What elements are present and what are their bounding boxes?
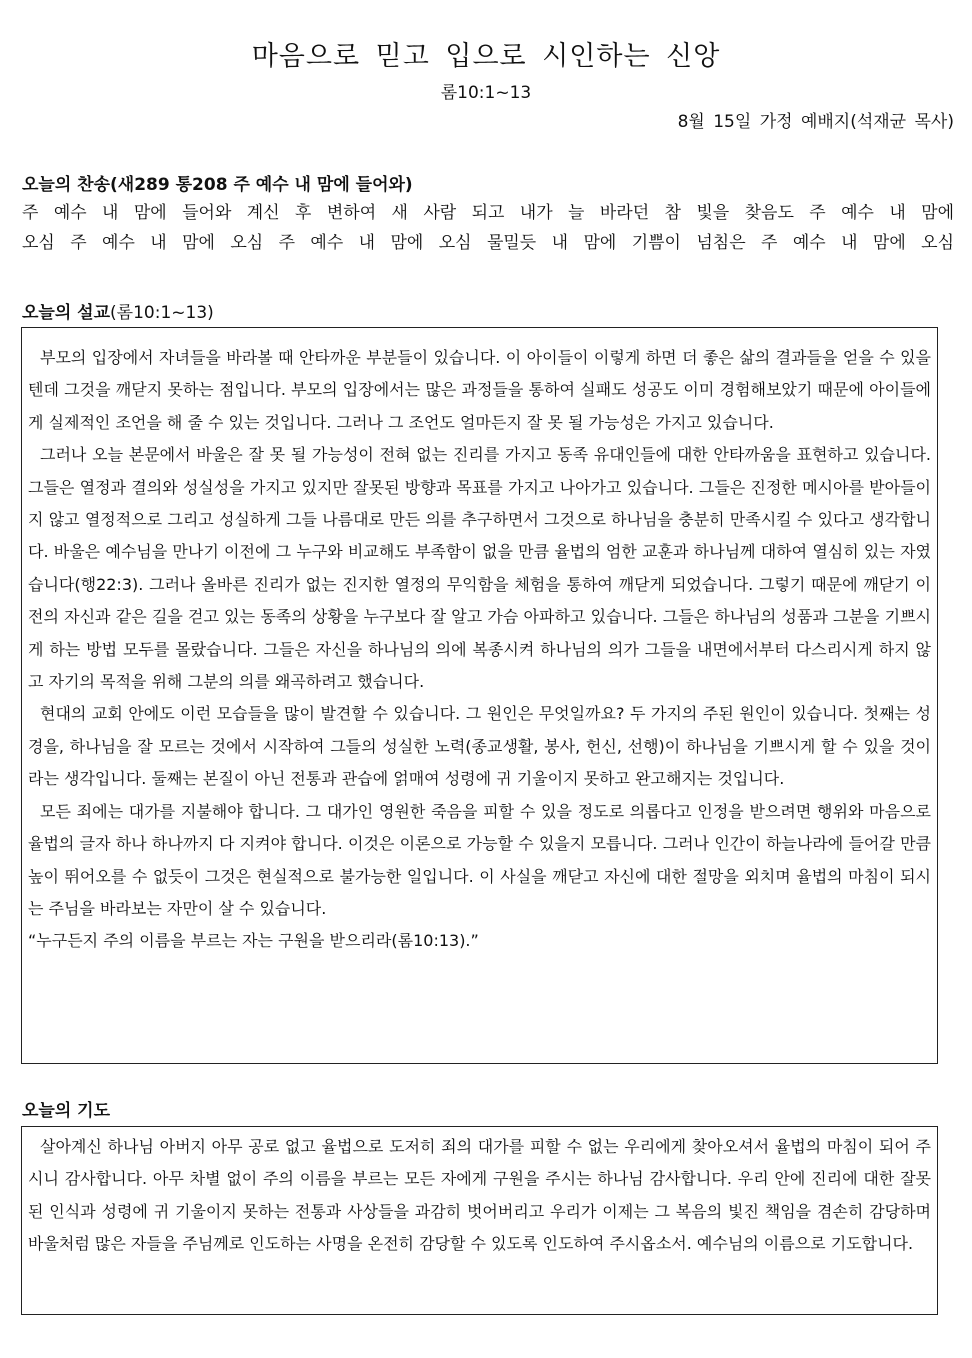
hymn-heading: 오늘의 찬송(새289 통208 주 예수 내 맘에 들어와) xyxy=(22,175,413,195)
date-author-line: 8월 15일 가정 예배지(석재균 목사) xyxy=(677,112,954,132)
sermon-paragraph: 모든 죄에는 대가를 지불해야 합니다. 그 대가인 영원한 죽음을 피할 수 있을 정도로 의롭다고 인정을 받으려면 행위와 마음으로 율법의 글자 하나 하나까지 다 지켜야 합니다. 이것은 이론으로 가능할 수 있을지 모릅니다. 그러나 인간이 하늘나라에 들어갈 만큼 높이 뛰어오를 수 없듯이 그것은 현실적으로 불가능한 일입니다. 이 사실을 깨닫고 자신에 대한 절망을 외치며 율법의 마침이 되시는 주님을 바라보는 자만이 살 수 있습니다. xyxy=(28,801,931,918)
hymn-lyrics xyxy=(22,198,954,258)
sermon-heading-label: 오늘의 설교 xyxy=(22,303,111,323)
prayer-text: 살아계신 하나님 아버지 아무 공로 없고 율법으로 도저히 죄의 대가를 피할 수 없는 우리에게 찾아오셔서 율법의 마침이 되어 주시니 감사합니다. 아무 차별 없이 주의 이름을 부르는 모든 자에게 구원을 주시는 하나님 감사합니다. 우리 안에 진리에 대한 잘못된 인식과 성령에 귀 기울이지 못하는 전통과 사상들을 과감히 벗어버리고 우리가 이제는 그 복음의 빛진 책임을 겸손히 감당하며 바울처럼 많은 자들을 주님께로 인도하는 사명을 온전히 감당할 수 있도록 인도하여 주시옵소서. 예수님의 이름으로 기도합니다. xyxy=(28,1137,931,1254)
sermon-heading xyxy=(22,298,214,323)
sermon-heading-reference: (롬10:1~13) xyxy=(110,303,214,323)
hymn-line: 주 예수 내 맘에 들어와 계신 후 변하여 새 사람 되고 내가 늘 바라던 참 빛을 찾음도 주 예수 내 맘에 xyxy=(22,203,954,223)
sermon-paragraph: 현대의 교회 안에도 이런 모습들을 많이 발견할 수 있습니다. 그 원인은 무엇일까요? 두 가지의 주된 원인이 있습니다. 첫째는 성경을, 하나님을 잘 모르는 것에서 시작하여 그들의 성실한 노력(종교생활, 봉사, 헌신, 선행)이 하나님을 기쁘시게 할 수 있을 것이라는 생각입니다. 둘째는 본질이 아닌 전통과 관습에 얽매여 성령에 귀 기울이지 못하고 완고해지는 것입니다. xyxy=(28,704,931,789)
page-title: 마음으로 믿고 입으로 시인하는 신앙 xyxy=(251,41,721,72)
sermon-paragraph: 그러나 오늘 본문에서 바울은 잘 못 될 가능성이 전혀 없는 진리를 가지고 동족 유대인들에 대한 안타까움을 표현하고 있습니다. 그들은 열정과 결의와 성실성을 가지고 있지만 잘못된 방향과 목표를 가지고 나아가고 있습니다. 그들은 진정한 메시아를 받아들이지 않고 열정적으로 그리고 성실하게 그들 나름대로 만든 의를 추구하면서 그것으로 하나님을 충분히 만족시킬 수 있다고 생각합니다. 바울은 예수님을 만나기 이전에 그 누구와 비교해도 부족함이 없을 만큼 율법의 엄한 교훈과 하나님께 대하여 열심히 있는 자였습니다(행22:3). 그러나 올바른 진리가 없는 진지한 열정의 무익함을 체험을 통하여 깨닫게 되었습니다. 그렇기 때문에 깨닫기 이전의 자신과 같은 길을 걷고 있는 동족의 상황을 누구보다 잘 알고 가슴 아파하고 있습니다. 그들은 하나님의 성품과 그분을 기쁘시게 하는 방법 모두를 몰랐습니다. 그들은 자신을 하나님의 의에 복종시켜 하나님의 의가 그들을 내면에서부터 다스리시게 하지 않고 자기의 목적을 위해 그분의 의를 왜곡하려고 했습니다. xyxy=(28,445,931,692)
sermon-box xyxy=(21,327,938,1064)
scripture-reference: 롬10:1~13 xyxy=(440,83,532,103)
hymn-line: 오심 주 예수 내 맘에 오심 주 예수 내 맘에 오심 물밀듯 내 맘에 기쁨이 넘침은 주 예수 내 맘에 오심 xyxy=(22,233,954,253)
prayer-heading: 오늘의 기도 xyxy=(22,1101,111,1121)
sermon-paragraph: 부모의 입장에서 자녀들을 바라볼 때 안타까운 부분들이 있습니다. 이 아이들이 이렇게 하면 더 좋은 삶의 결과들을 얻을 수 있을 텐데 그것을 깨닫지 못하는 점입니다. 부모의 입장에서는 많은 과정들을 통하여 실패도 성공도 이미 경험해보았기 때문에 아이들에게 실제적인 조언을 해 줄 수 있는 것입니다. 그러나 그 조언도 얼마든지 잘 못 될 가능성은 가지고 있습니다. xyxy=(28,348,931,432)
sermon-quote: “누구든지 주의 이름을 부르는 자는 구원을 받으리라(롬10:13).” xyxy=(28,931,479,951)
prayer-box xyxy=(21,1126,938,1315)
